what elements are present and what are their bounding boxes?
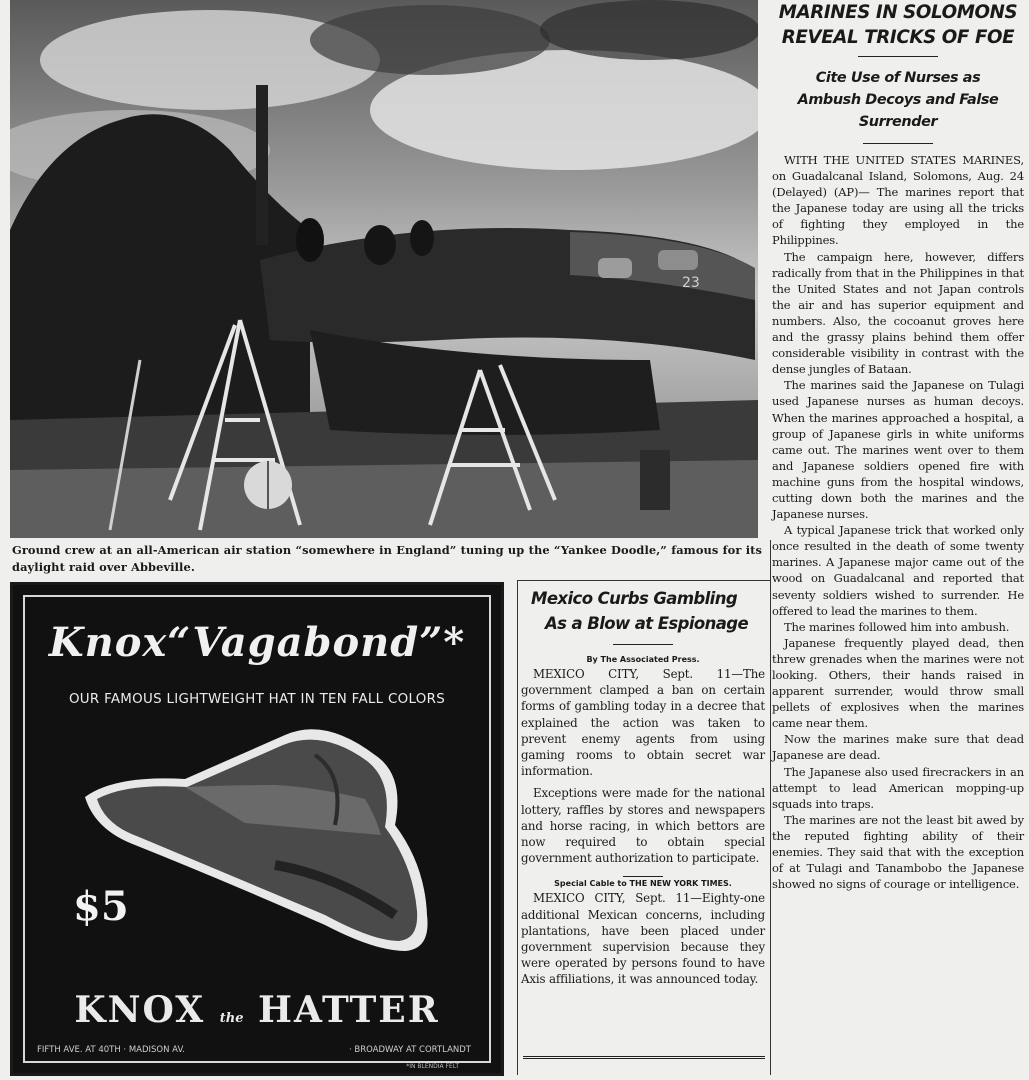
article-paragraph: Exceptions were made for the national lottery, raffles by stores and newspapers and horse racing, in which bettors are now required to obtain special government authorization to participate. [521,786,765,866]
mexico-body [521,666,765,866]
column-rule-top [517,580,771,581]
column-rule-left [517,580,518,1075]
mexico-headline-line1: Mexico Curbs Gambling [531,589,738,608]
mexico-section-rule [623,876,663,877]
photo-caption: Ground crew at an all-American air station “somewhere in England” tuning up the “Yankee Doodle,” famous for its daylight raid over Abbeville. [12,543,762,574]
ad-maker-left: KNOX [74,989,206,1031]
article-paragraph: The Japanese also used firecrackers in an attempt to lead American mopping-up squads into traps. [772,764,1024,811]
article-paragraph: The marines said the Japanese on Tulagi used Japanese nurses as human decoys. When the marines approached a hospital, a group of Japanese girls in white uniforms came out. The marines went over to them and Japanese soldiers opened fire with machine guns from the hospital windows, cutting down both the marines and the Japanese nurses. [772,378,1024,522]
headline-rule [858,56,938,57]
ad-fine-print: *IN BLENDIA FELT [406,1063,459,1070]
mexico-end-rule [523,1056,765,1059]
marines-article [772,0,1024,892]
mexico-byline2: Special Cable to THE NEW YORK TIMES. [554,879,732,889]
article-paragraph: WITH THE UNITED STATES MARINES, on Guadalcanal Island, Solomons, Aug. 24 (Delayed) (AP)— The marines report that the Japanese today are using all the tricks of fighting they employed in the Philippines. [772,153,1024,248]
mexico-article [521,586,765,988]
article-paragraph: MEXICO CITY, Sept. 11—Eighty-one additional Mexican concerns, including plantations, have been placed under government supervision because they were operated by persons found to have Axis affiliations, it was announced today. [521,891,765,987]
mexico-byline: By The Associated Press. [586,655,700,664]
mexico-headline-rule [613,644,673,645]
ad-address-left: FIFTH AVE. AT 40TH · MADISON AV. [37,1045,185,1055]
marines-headline: MARINES IN SOLOMONS REVEAL TRICKS OF FOE [778,1,1018,48]
news-photo [10,0,758,538]
ad-tagline: OUR FAMOUS LIGHTWEIGHT HAT IN TEN FALL COLORS [68,692,446,707]
ad-address-right: · BROADWAY AT CORTLANDT [348,1045,471,1055]
bomber-photo-image [10,0,758,538]
ad-maker [25,989,489,1031]
article-paragraph: MEXICO CITY, Sept. 11—The government clamped a ban on certain forms of gambling today in a decree that explained the action was taken to prevent enemy agents from using gaming rooms to obtain secret war information. [521,667,765,779]
ad-border [23,595,491,1070]
article-paragraph: The marines followed him into ambush. [784,619,1010,634]
article-paragraph: The marines are not the least bit awed by the reputed fighting ability of their enemies. They said that with the exception of at Tulagi and Tanambobo the Japanese showed no signs of courage or intelligence. [772,812,1024,892]
ad-price: $5 [73,883,129,930]
ad-brand: Knox“Vagabond”* [48,619,466,666]
article-paragraph: Now the marines make sure that dead Japanese are dead. [772,732,1024,763]
mexico-headline-line2: As a Blow at Espionage [545,614,749,633]
article-paragraph: The campaign here, however, differs radically from that in the Philippines in that the United States and not Japan controls the air and has superior equipment and numbers. Also, the cocoanut groves here and the grassy plains behind them offer considerable visibility in contrast with the dense jungles of Bataan. [772,249,1024,377]
mexico-body2 [521,890,765,987]
article-paragraph: Japanese frequently played dead, then threw grenades when the marines were not looking. Others, their hands raised in apparent surrender, would throw small pellets of explosives when the marines came near them. [772,635,1024,731]
hat-illustration [75,715,455,965]
plane-number: 23 [682,275,700,291]
column-rule-right [770,540,771,1075]
article-paragraph: A typical Japanese trick that worked only once resulted in the death of some twenty marines. A Japanese major came out of the wood on Guadalcanal and reported that seventy soldiers wished to surrender. He offered to lead the marines to them. [772,523,1024,618]
ad-maker-the: the [219,1011,244,1026]
ad-maker-right: HATTER [258,989,440,1031]
marines-body [772,152,1024,892]
knox-hat-advertisement [10,582,504,1076]
subhead-rule [863,143,933,144]
marines-subhead: Cite Use of Nurses as Ambush Decoys and False Surrender [797,70,999,130]
